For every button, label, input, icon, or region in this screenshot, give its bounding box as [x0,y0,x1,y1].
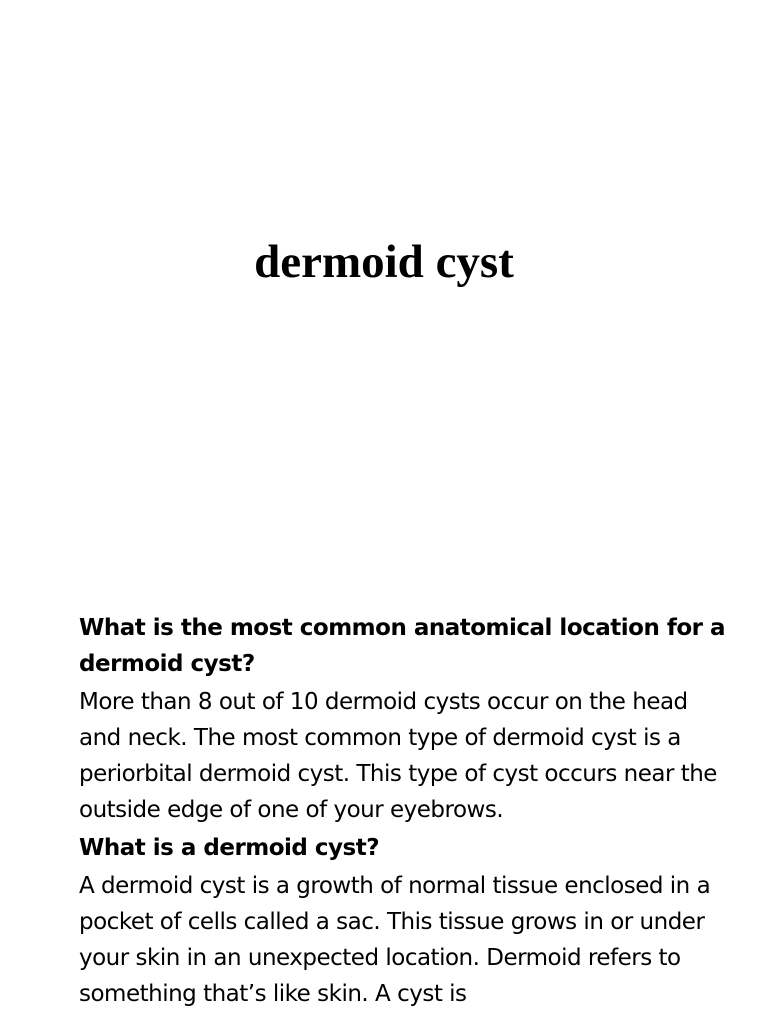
question-heading: What is a dermoid cyst? [79,835,380,861]
document-body [79,610,729,1014]
answer-paragraph: More than 8 out of 10 dermoid cysts occur on the head and neck. The most common type of dermoid cyst is a periorbital dermoid cyst. This type of cyst occurs near the outside edge of one of your eyebrows. [79,689,717,823]
question-heading: What is the most common anatomical location for a dermoid cyst? [79,615,726,677]
document-title: dermoid cyst [254,236,514,288]
answer-paragraph: A dermoid cyst is a growth of normal tissue enclosed in a pocket of cells called a sac. This tissue grows in or under your skin in an unexpected location. Dermoid refers to something that’s like skin. A cyst is [79,873,711,1007]
